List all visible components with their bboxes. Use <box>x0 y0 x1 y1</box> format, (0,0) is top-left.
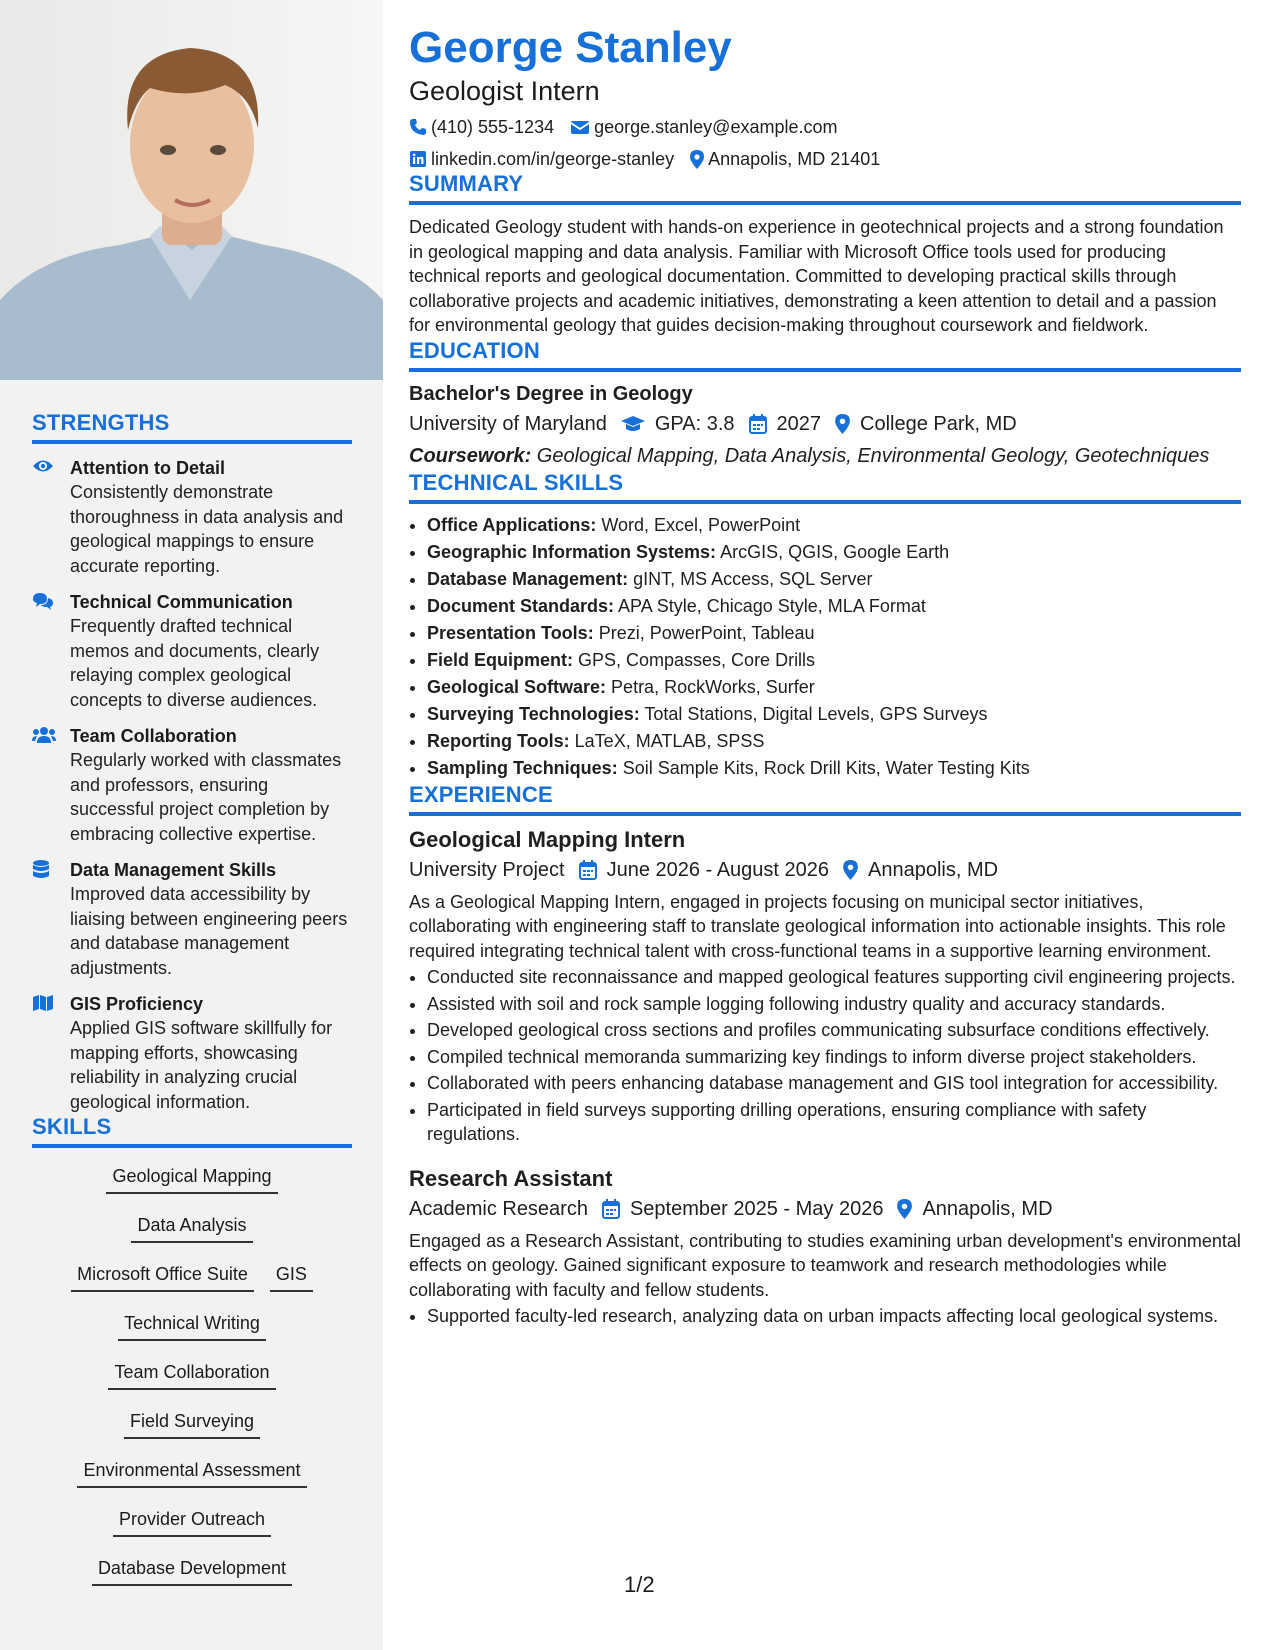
job-meta <box>409 856 1241 884</box>
envelope-icon <box>570 119 590 135</box>
gpa: GPA: 3.8 <box>621 410 735 438</box>
list-item: • Geological Software: Petra, RockWorks, Surfer <box>427 674 1241 701</box>
strength-item <box>32 456 352 578</box>
strength-title: GIS Proficiency <box>70 994 204 1014</box>
skill-tag: Database Development <box>92 1554 292 1586</box>
job-org: Academic Research <box>409 1197 588 1220</box>
sidebar <box>0 0 383 1650</box>
degree-title: Bachelor's Degree in Geology <box>409 382 693 405</box>
eye-icon <box>32 458 54 474</box>
job-title: Research Assistant <box>409 1165 613 1191</box>
phone-contact <box>409 115 554 139</box>
job-org: University Project <box>409 858 565 881</box>
job-dates: September 2025 - May 2026 <box>602 1195 884 1223</box>
list-item: • Document Standards: APA Style, Chicago Style, MLA Format <box>427 593 1241 620</box>
job-meta <box>409 1195 1241 1223</box>
technical-skills-heading: TECHNICAL SKILLS <box>409 470 1241 504</box>
page-number: 1/2 <box>624 1572 655 1597</box>
calendar-icon <box>602 1199 620 1219</box>
location-pin-icon <box>843 860 858 880</box>
strength-title: Technical Communication <box>70 592 293 612</box>
list-item: • Field Equipment: GPS, Compasses, Core Drills <box>427 647 1241 674</box>
location-pin-icon <box>897 1199 912 1219</box>
summary-heading: SUMMARY <box>409 171 1241 205</box>
email-contact[interactable] <box>570 115 837 139</box>
job-bullets <box>409 965 1241 1147</box>
skill-tag: Data Analysis <box>131 1211 252 1243</box>
job-description: As a Geological Mapping Intern, engaged in projects focusing on municipal sector initiatives, collaborating with engineering staff to translate geological information into actionable insights. This role required integrating technical talent with cross-functional teams in a supportive learning environment. <box>409 891 1226 961</box>
job-location: Annapolis, MD <box>843 856 998 884</box>
linkedin-contact[interactable] <box>409 147 674 171</box>
location-text: Annapolis, MD 21401 <box>708 149 881 169</box>
list-item: • Developed geological cross sections and profiles communicating subsurface conditions effectively. <box>427 1018 1241 1043</box>
strengths-heading: STRENGTHS <box>32 410 352 444</box>
experience-heading: EXPERIENCE <box>409 782 1241 816</box>
list-item: • Collaborated with peers enhancing database management and GIS tool integration for accessibility. <box>427 1071 1241 1096</box>
education-location: College Park, MD <box>835 410 1017 438</box>
strength-desc: Frequently drafted technical memos and documents, clearly relaying complex geological concepts to diverse audiences. <box>70 616 320 710</box>
school-name: University of Maryland <box>409 412 607 435</box>
main-content <box>409 22 1241 1331</box>
strength-item <box>32 590 352 712</box>
coursework: Coursework: Geological Mapping, Data Analysis, Environmental Geology, Geotechniques <box>409 444 1210 467</box>
strength-title: Team Collaboration <box>70 726 237 746</box>
job-title: Geological Mapping Intern <box>409 826 686 852</box>
skill-tag: GIS <box>270 1260 313 1292</box>
strength-desc: Improved data accessibility by liaising between engineering peers and database management adjustments. <box>70 884 348 978</box>
location-contact <box>690 147 880 171</box>
location-pin-icon <box>690 150 704 169</box>
list-item: • Conducted site reconnaissance and mapped geological features supporting civil engineering projects. <box>427 965 1241 990</box>
technical-skills-list <box>409 512 1241 782</box>
job-description: Engaged as a Research Assistant, contributing to studies examining urban development's environmental effects on geology. Gained significant exposure to teamwork and research methodologies while collaborating with faculty and fellow students. <box>409 1230 1241 1300</box>
graduation-year: 2027 <box>749 410 822 438</box>
email-text[interactable]: george.stanley@example.com <box>594 117 838 137</box>
strength-desc: Consistently demonstrate thoroughness in data analysis and geological mappings to ensure accurate reporting. <box>70 482 344 576</box>
location-pin-icon <box>835 414 850 434</box>
phone-icon <box>409 118 427 136</box>
users-icon <box>32 726 56 744</box>
linkedin-icon <box>409 150 427 168</box>
list-item: • Sampling Techniques: Soil Sample Kits, Rock Drill Kits, Water Testing Kits <box>427 755 1241 782</box>
skill-tag: Environmental Assessment <box>77 1456 306 1488</box>
skill-tag: Provider Outreach <box>113 1505 271 1537</box>
summary-text: Dedicated Geology student with hands-on experience in geotechnical projects and a strong foundation in geological mapping and data analysis. Familiar with Microsoft Office tools used for producing technical reports and geological documentation. Committed to developing practical skills through collaborative projects and academic initiatives, demonstrating a keen attention to detail and a passion for environmental geology that guides decision-making throughout coursework and fieldwork. <box>409 217 1224 335</box>
strength-item <box>32 724 352 846</box>
linkedin-text[interactable]: linkedin.com/in/george-stanley <box>431 149 675 169</box>
skill-tag: Field Surveying <box>124 1407 260 1439</box>
list-item: • Reporting Tools: LaTeX, MATLAB, SPSS <box>427 728 1241 755</box>
list-item: • Office Applications: Word, Excel, PowerPoint <box>427 512 1241 539</box>
skill-tag: Team Collaboration <box>108 1358 275 1390</box>
job-dates: June 2026 - August 2026 <box>579 856 829 884</box>
list-item: • Supported faculty-led research, analyzing data on urban impacts affecting local geological systems. <box>427 1304 1241 1329</box>
graduation-cap-icon <box>621 415 645 433</box>
comments-icon <box>32 592 54 610</box>
contact-row <box>409 115 1241 139</box>
strength-title: Data Management Skills <box>70 860 277 880</box>
profile-photo <box>0 0 383 380</box>
skill-tag: Geological Mapping <box>106 1162 277 1194</box>
education-heading: EDUCATION <box>409 338 1241 372</box>
skills-list <box>32 1162 352 1603</box>
job-bullets <box>409 1304 1241 1329</box>
job-location: Annapolis, MD <box>897 1195 1052 1223</box>
strength-title: Attention to Detail <box>70 458 225 478</box>
list-item: • Compiled technical memoranda summarizing key findings to inform diverse project stakeholders. <box>427 1045 1241 1070</box>
candidate-title: Geologist Intern <box>409 76 600 106</box>
list-item: • Database Management: gINT, MS Access, SQL Server <box>427 566 1241 593</box>
list-item: • Assisted with soil and rock sample logging following industry quality and accuracy standards. <box>427 992 1241 1017</box>
candidate-name: George Stanley <box>409 23 732 72</box>
list-item: • Surveying Technologies: Total Stations, Digital Levels, GPS Surveys <box>427 701 1241 728</box>
list-item: • Presentation Tools: Prezi, PowerPoint, Tableau <box>427 620 1241 647</box>
calendar-icon <box>579 860 597 880</box>
phone-text: (410) 555-1234 <box>431 117 555 137</box>
strength-item <box>32 992 352 1114</box>
strength-item <box>32 858 352 980</box>
education-meta <box>409 410 1241 438</box>
list-item: • Geographic Information Systems: ArcGIS, QGIS, Google Earth <box>427 539 1241 566</box>
database-icon <box>32 860 50 880</box>
contact-row-2 <box>409 147 1241 171</box>
strength-desc: Applied GIS software skillfully for mapping efforts, showcasing reliability in analyzing crucial geological information. <box>70 1018 333 1112</box>
skill-tag: Technical Writing <box>118 1309 266 1341</box>
map-icon <box>32 994 54 1012</box>
calendar-icon <box>749 414 767 434</box>
strength-desc: Regularly worked with classmates and professors, ensuring successful project completion by embracing collective expertise. <box>70 750 342 844</box>
skill-tag: Microsoft Office Suite <box>71 1260 254 1292</box>
list-item: • Participated in field surveys supporting drilling operations, ensuring compliance with safety regulations. <box>427 1098 1241 1147</box>
skills-heading: SKILLS <box>32 1114 352 1148</box>
